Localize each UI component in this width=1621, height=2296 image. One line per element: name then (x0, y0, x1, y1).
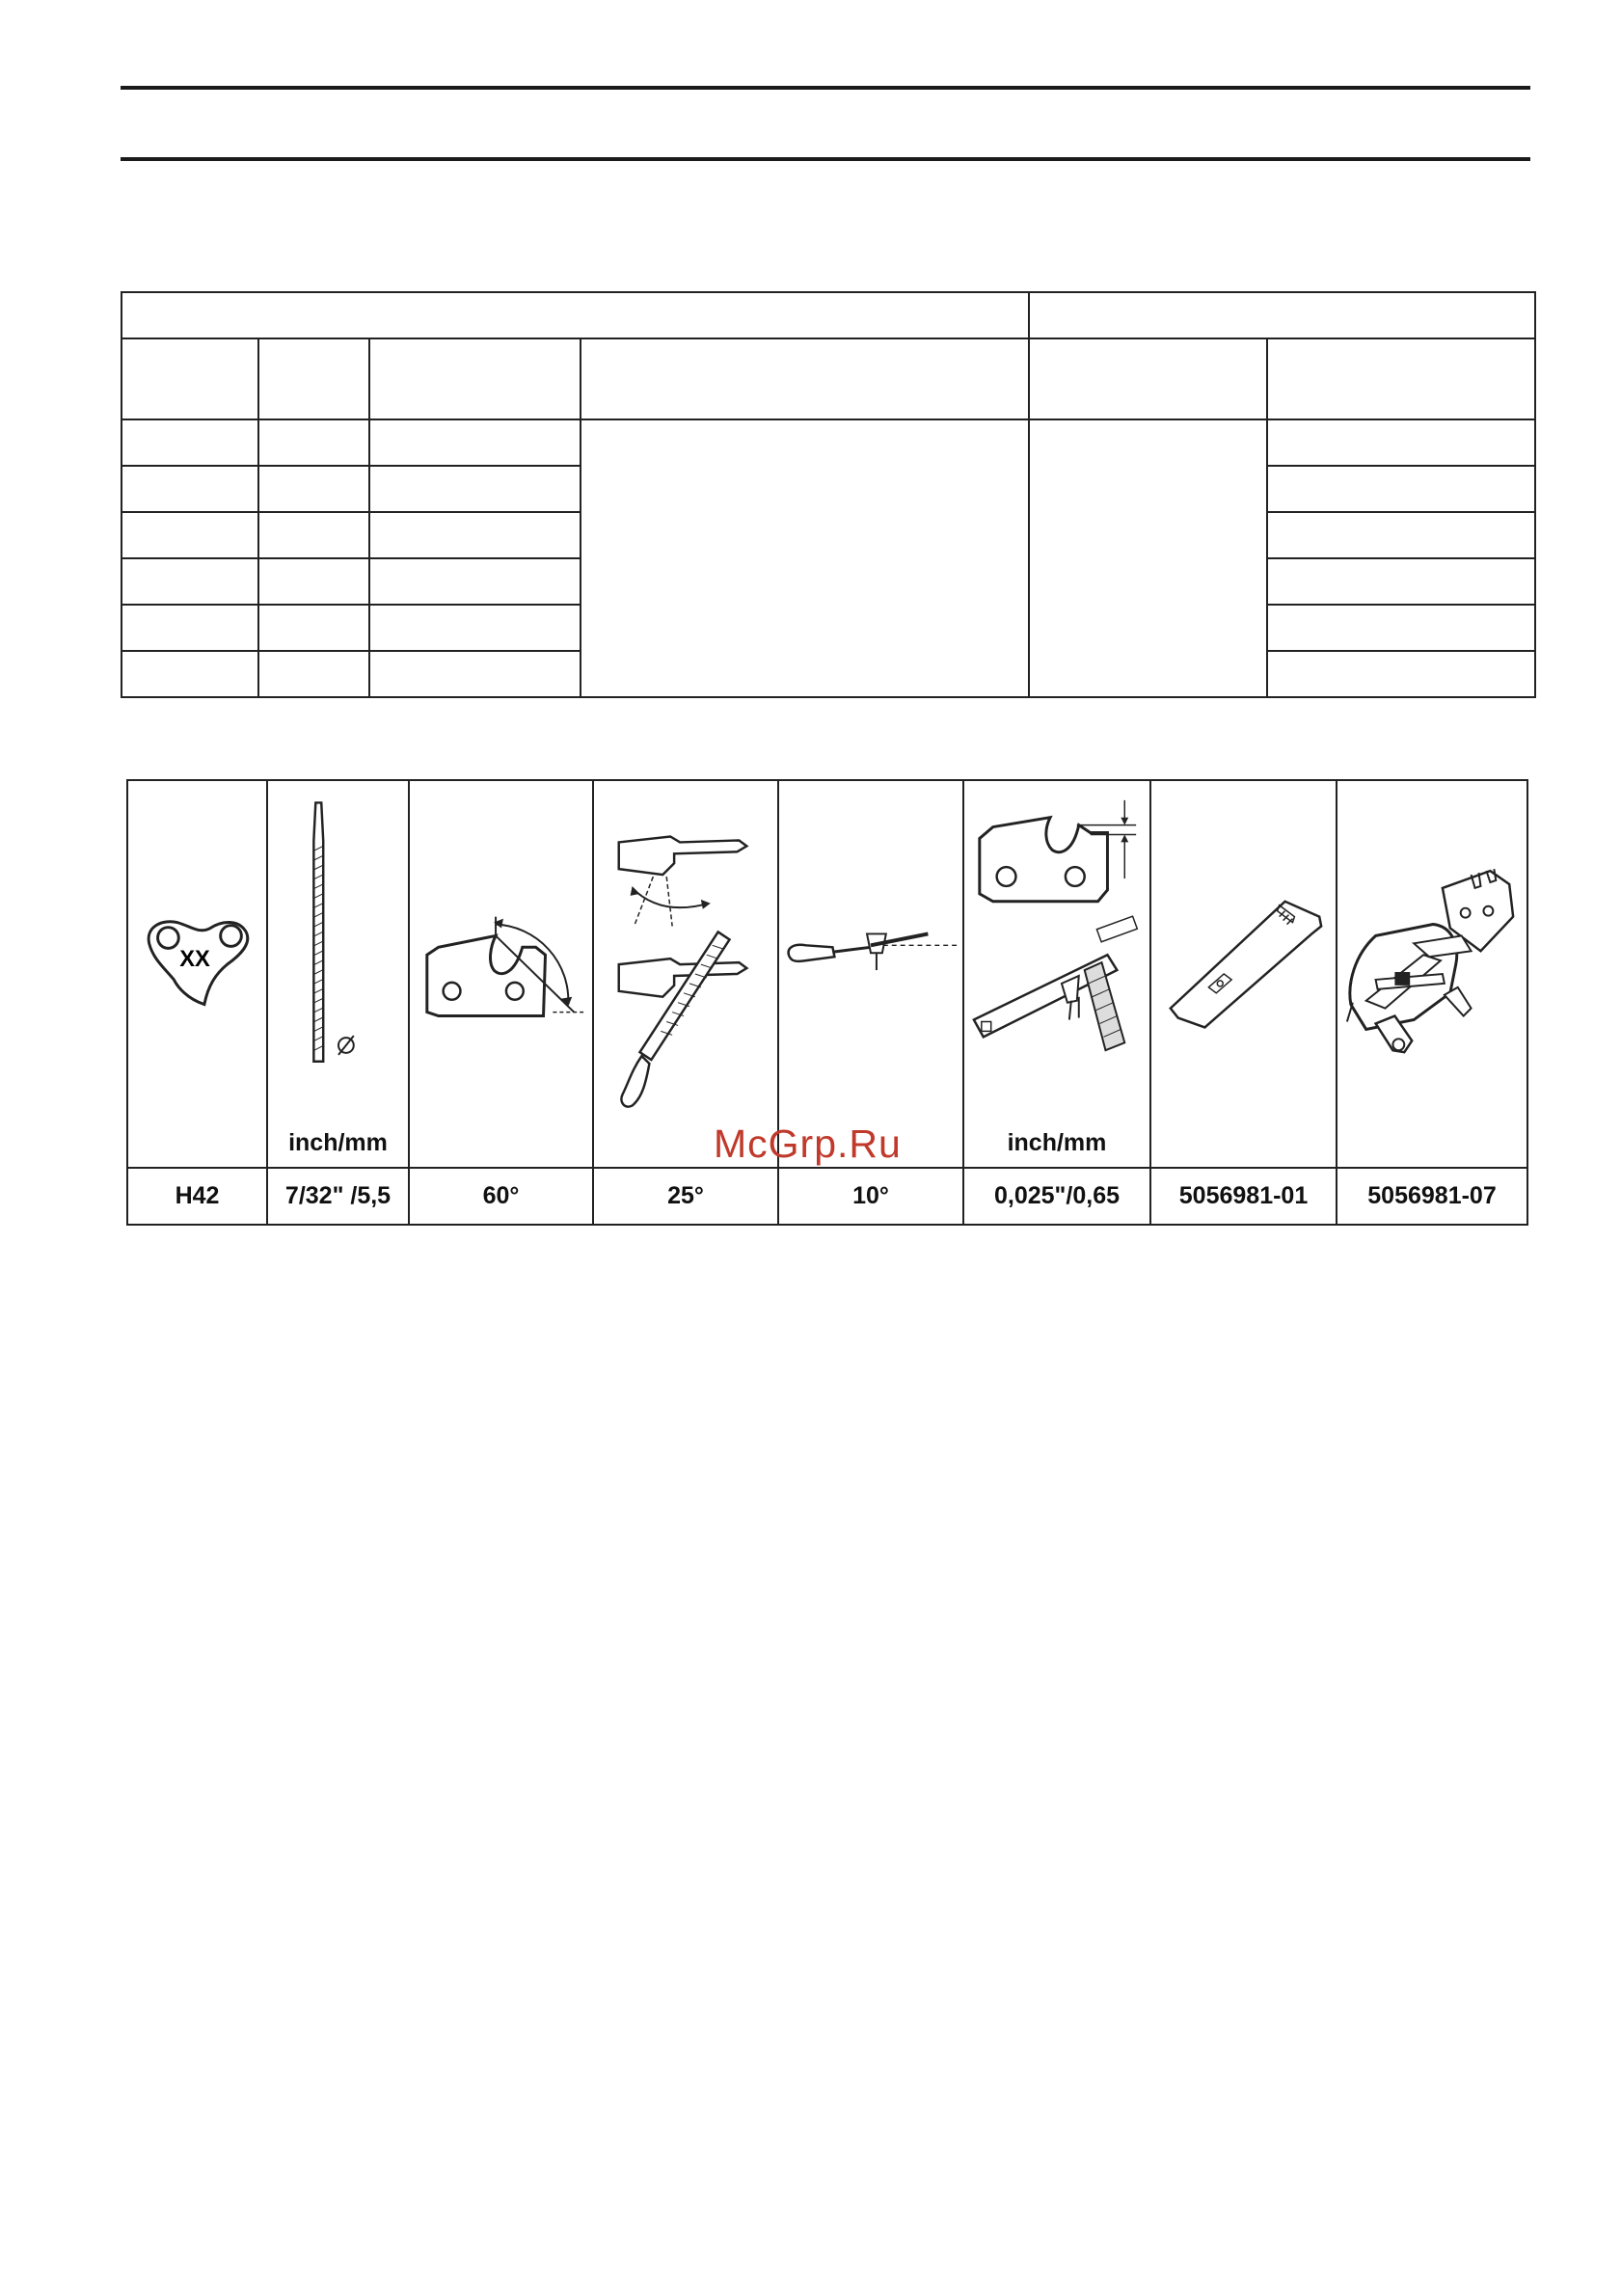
spec-cell (122, 605, 258, 651)
spec-cell (258, 558, 369, 605)
file-diameter-unit: inch/mm (288, 1129, 388, 1156)
spec-col-header (122, 338, 258, 419)
value-chain-code: H42 (127, 1168, 267, 1225)
spec-cell (122, 512, 258, 558)
side-plate-angle-illustration (594, 781, 777, 1167)
file-tilt-angle-cell (778, 780, 963, 1168)
chain-link-cell (127, 780, 267, 1168)
chain-code-label: XX (179, 947, 210, 973)
illustration-row (127, 780, 1527, 1168)
spec-cell (369, 605, 581, 651)
spec-table (121, 291, 1536, 698)
spec-cell (369, 512, 581, 558)
spec-col-header (1267, 338, 1535, 419)
depth-gauge-unit: inch/mm (1007, 1129, 1107, 1156)
spec-cell (369, 558, 581, 605)
side-plate-angle-cell (593, 780, 778, 1168)
spec-cell (1267, 512, 1535, 558)
spec-col-header (1029, 338, 1267, 419)
depth-gauge-cell (963, 780, 1150, 1168)
spec-cell (369, 466, 581, 512)
spec-cell (258, 651, 369, 697)
value-file-tilt-angle: 10° (778, 1168, 963, 1225)
header-rule-top (121, 86, 1530, 90)
spec-cell (1267, 605, 1535, 651)
spec-group-header-bar (1029, 292, 1535, 338)
spec-cell (258, 419, 369, 466)
spec-cell (258, 466, 369, 512)
spec-col-header (581, 338, 1029, 419)
value-file-diameter: 7/32" /5,5 (267, 1168, 409, 1225)
spec-cell (369, 651, 581, 697)
spec-cell (1267, 651, 1535, 697)
depth-gauge-illustration (964, 781, 1149, 1167)
value-top-plate-angle: 60° (409, 1168, 593, 1225)
file-holder-illustration (1337, 781, 1526, 1167)
spec-cell (122, 558, 258, 605)
spec-cell (1267, 466, 1535, 512)
spec-merged-cell (581, 419, 1029, 697)
spec-group-header-row (122, 292, 1535, 338)
spec-col-header (258, 338, 369, 419)
spec-cell (122, 466, 258, 512)
top-plate-angle-cell (409, 780, 593, 1168)
spec-row (122, 419, 1535, 466)
depth-gauge-tool-illustration (1151, 781, 1336, 1167)
file-diameter-cell (267, 780, 409, 1168)
spec-cell (258, 605, 369, 651)
drive-link-illustration (128, 781, 266, 1167)
spec-cell (1267, 419, 1535, 466)
spec-group-header-chain (122, 292, 1029, 338)
value-depth-gauge-setting: 0,025"/0,65 (963, 1168, 1150, 1225)
value-file-holder: 5056981-07 (1337, 1168, 1527, 1225)
spec-column-header-row (122, 338, 1535, 419)
top-plate-angle-illustration (410, 781, 592, 1167)
spec-cell (1267, 558, 1535, 605)
watermark: McGrp.Ru (714, 1121, 902, 1166)
spec-cell (258, 512, 369, 558)
file-holder-cell (1337, 780, 1527, 1168)
spec-col-header (369, 338, 581, 419)
round-file-illustration (268, 781, 408, 1167)
spec-cell (122, 419, 258, 466)
spec-cell (122, 651, 258, 697)
header-rule-bottom (121, 157, 1530, 161)
value-depth-gauge-tool: 5056981-01 (1150, 1168, 1337, 1225)
depth-gauge-tool-cell (1150, 780, 1337, 1168)
values-row (127, 1168, 1527, 1225)
file-tilt-illustration (779, 781, 962, 1167)
spec-merged-cell (1029, 419, 1267, 697)
value-side-plate-angle: 25° (593, 1168, 778, 1225)
spec-cell (369, 419, 581, 466)
